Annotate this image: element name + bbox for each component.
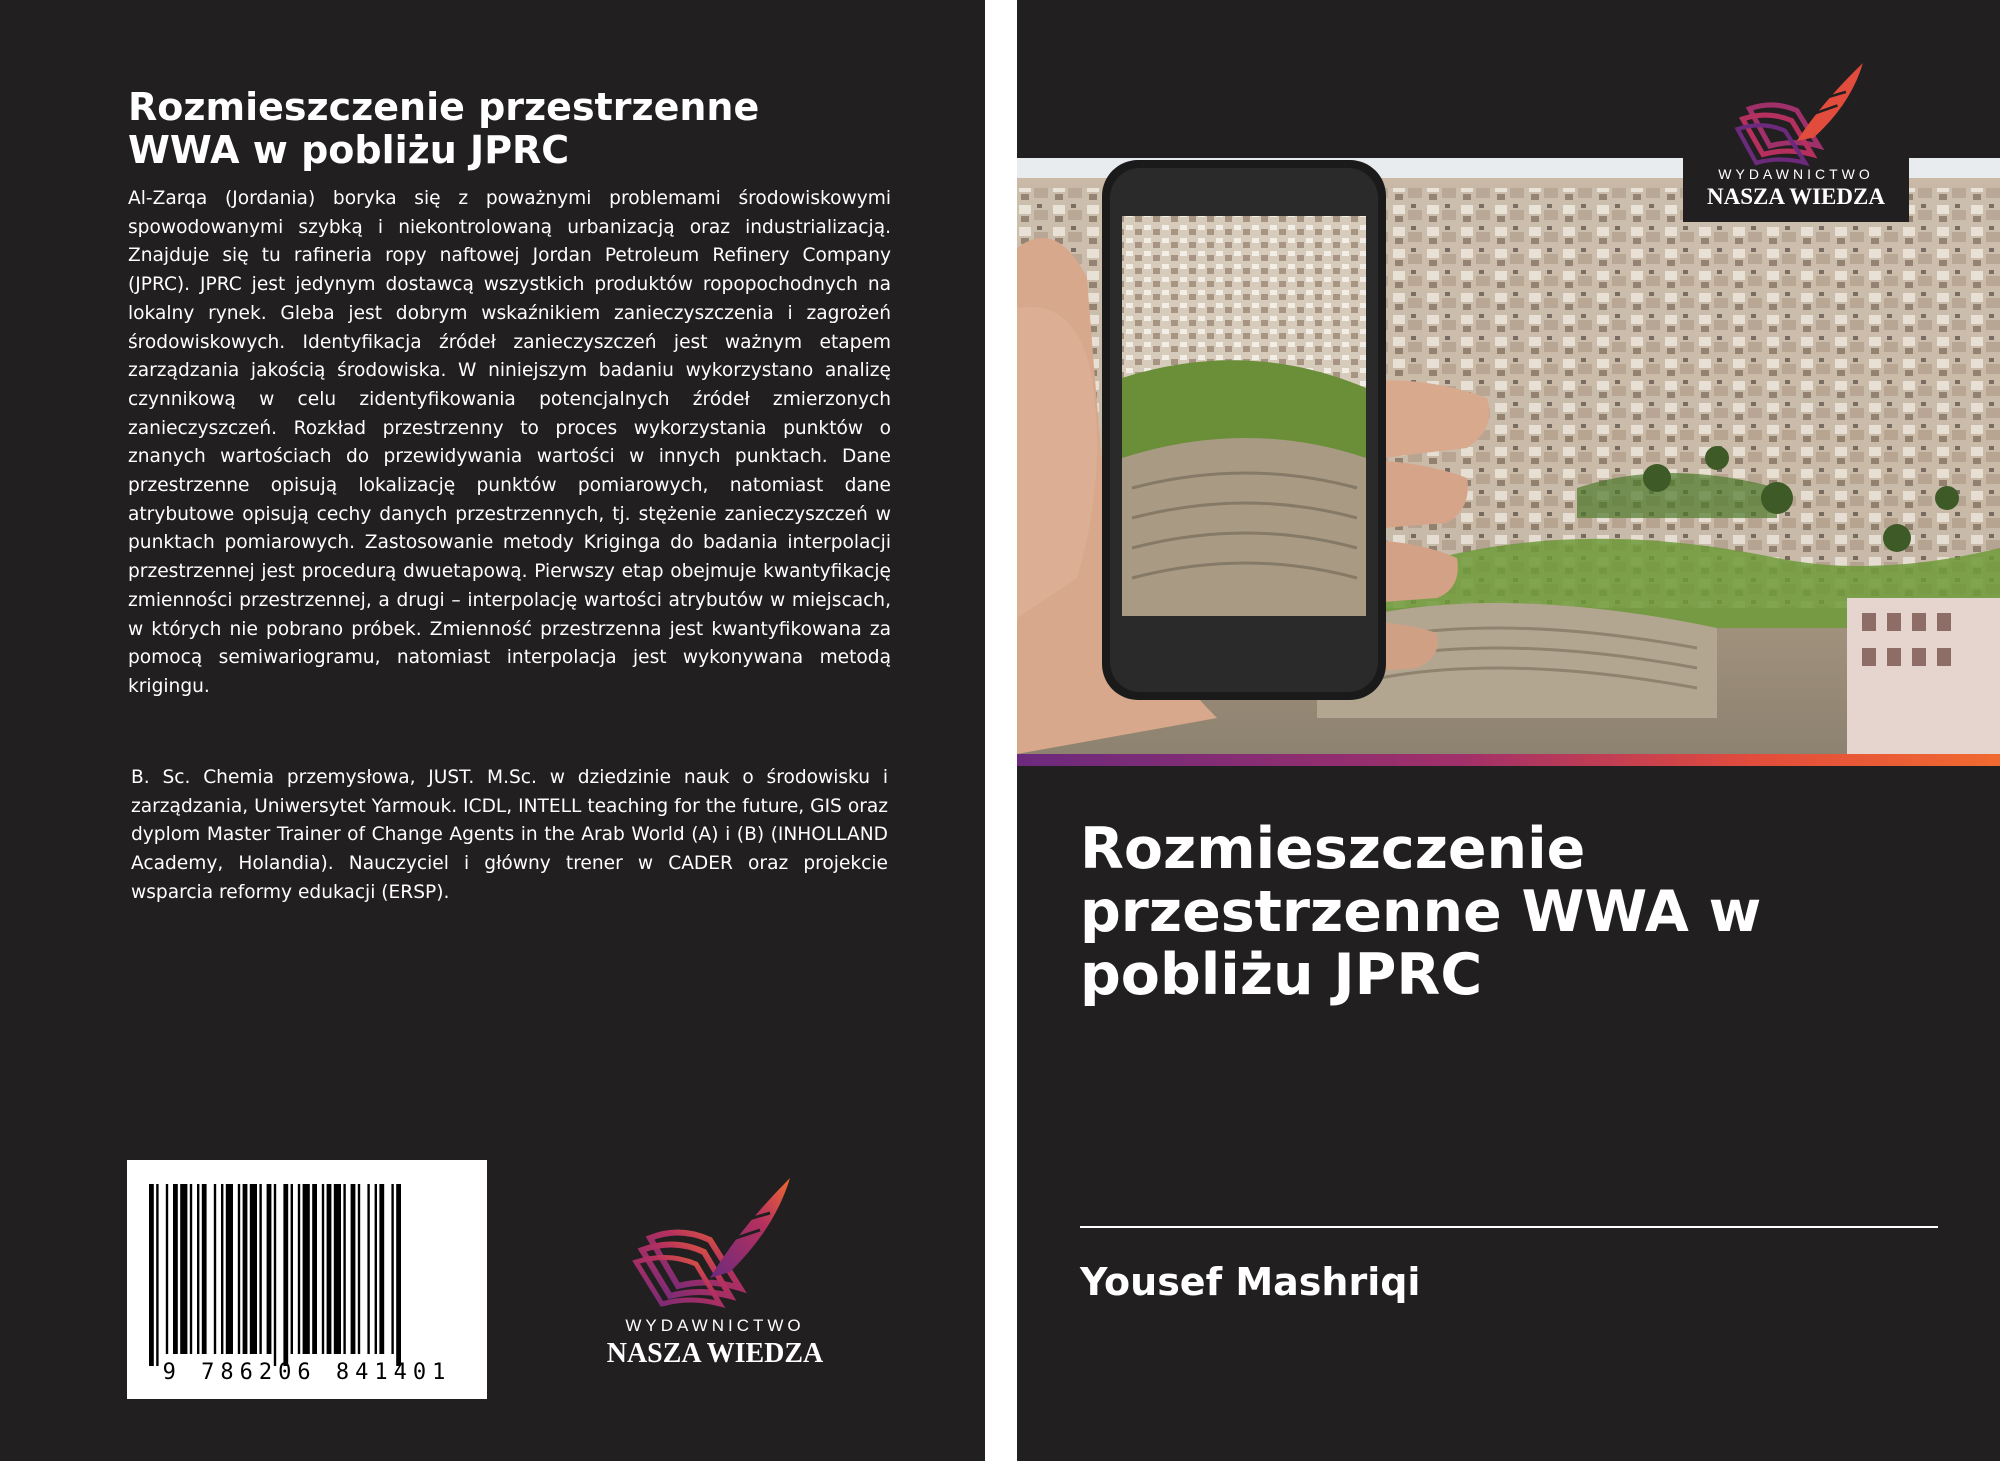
publisher-label-big: NASZA WIEDZA (606, 1338, 824, 1369)
spine-gap (985, 0, 1017, 1461)
publisher-label-small: WYDAWNICTWO (625, 1316, 805, 1335)
publisher-logo-back (590, 1168, 840, 1368)
barcode-bar (358, 1184, 360, 1354)
cover-photo-city-with-phone (1017, 158, 2000, 754)
barcode-bar (312, 1184, 317, 1354)
barcode-bar (202, 1184, 207, 1354)
barcode-bar (303, 1184, 310, 1354)
barcode-bar (238, 1184, 240, 1354)
barcode-bar (226, 1184, 233, 1354)
barcode-bar (274, 1184, 276, 1366)
barcode-bar (259, 1184, 261, 1354)
barcode-bar (298, 1184, 300, 1354)
barcode-bar (166, 1184, 168, 1354)
barcode-bar (250, 1184, 257, 1354)
isbn-number: 9 786206 841401 (162, 1360, 452, 1385)
barcode-bar (156, 1184, 158, 1366)
barcode-bar (190, 1184, 192, 1354)
front-cover-title (1080, 818, 1960, 1007)
divider-line (1080, 1226, 1938, 1228)
front-title-line-2: przestrzenne WWA w (1080, 879, 1762, 945)
barcode-bar (267, 1184, 272, 1354)
author-bio: B. Sc. Chemia przemysłowa, JUST. M.Sc. w dziedzinie nauk o środowisku i zarządzania, Uniwersytet Yarmouk. ICDL, INTELL teaching for the future, GIS oraz dyplom Master Trainer of Change Agents in the Arab World (A) i (B) (INHOLLAND Academy, Holandia). Nauczyciel i główny trener w CADER oraz projekcie wsparcia reformy edukacji (ERSP). (131, 767, 888, 903)
barcode-bar (180, 1184, 187, 1354)
publisher-logo-front (1683, 52, 1909, 222)
barcode-bar (379, 1184, 384, 1354)
publisher-label-small-front: WYDAWNICTWO (1718, 166, 1874, 182)
barcode-bar (214, 1184, 216, 1354)
barcode-bar (221, 1184, 223, 1354)
barcode-bar (396, 1184, 401, 1366)
front-title-line-3: pobliżu JPRC (1080, 942, 1483, 1008)
city-phone-illustration (1017, 158, 2000, 754)
barcode-bar (334, 1184, 341, 1354)
barcode-bar (327, 1184, 332, 1354)
barcode-bar (322, 1184, 324, 1354)
barcode-bar (149, 1184, 154, 1366)
accent-stripe (1017, 754, 2000, 766)
barcode-bar (391, 1184, 393, 1354)
barcode-bar (291, 1184, 293, 1354)
barcode-bar (243, 1184, 248, 1354)
barcode-bar (197, 1184, 199, 1354)
publisher-label-big-front: NASZA WIEDZA (1707, 184, 1885, 209)
author-name: Yousef Mashriqi (1080, 1260, 1421, 1304)
isbn-barcode (127, 1160, 487, 1399)
barcode-bar (367, 1184, 369, 1354)
book-quill-icon (1683, 58, 1909, 168)
back-title-line-1: Rozmieszczenie przestrzenne (128, 85, 760, 129)
back-cover-title (128, 86, 888, 172)
barcode-bar (343, 1184, 345, 1354)
front-title-line-1: Rozmieszczenie (1080, 816, 1586, 882)
book-quill-icon (590, 1168, 840, 1308)
back-cover (0, 0, 985, 1461)
barcode-bar (351, 1184, 356, 1354)
barcode-bar (375, 1184, 377, 1354)
back-title-line-2: WWA w pobliżu JPRC (128, 128, 570, 172)
barcode-bar (173, 1184, 178, 1354)
barcode-bar (283, 1184, 288, 1366)
book-description: Al-Zarqa (Jordania) boryka się z poważnymi problemami środowiskowymi spowodowanymi szybką i niekontrolowaną urbanizacją oraz industrializacją. Znajduje się tu rafineria ropy naftowej Jordan Petroleum Refinery Company (JPRC). JPRC jest jedynym dostawcą wszystkich produktów ropopochodnych na lokalny rynek. Gleba jest dobrym wskaźnikiem zanieczyszczenia i zagrożeń środowiskowych. Identyfikacja źródeł zanieczyszczeń jest ważnym etapem zarządzania jakością środowiska. W niniejszym badaniu wykorzystano analizę czynnikową w celu zidentyfikowania potencjalnych źródeł zmierzonych zanieczyszczeń. Rozkład przestrzenny to proces wykorzystania punktów o znanych wartościach do przewidywania wartości w innych punktach. Dane przestrzenne opisują lokalizację punktów pomiarowych, natomiast dane atrybutowe opisują cechy danych przestrzennych, tj. stężenie zanieczyszczeń w punktach pomiarowych. Zastosowanie metody Kriginga do badania interpolacji przestrzennej jest procedurą dwuetapową. Pierwszy etap obejmuje kwantyfikację zmienności przestrzennej, a drugi – interpolację wartości atrybutów w miejscach, w których nie pobrano próbek. Zmienność przestrzenna jest kwantyfikowana za pomocą semiwariogramu, natomiast interpolacja jest wykonywana metodą krigingu. (128, 188, 891, 697)
